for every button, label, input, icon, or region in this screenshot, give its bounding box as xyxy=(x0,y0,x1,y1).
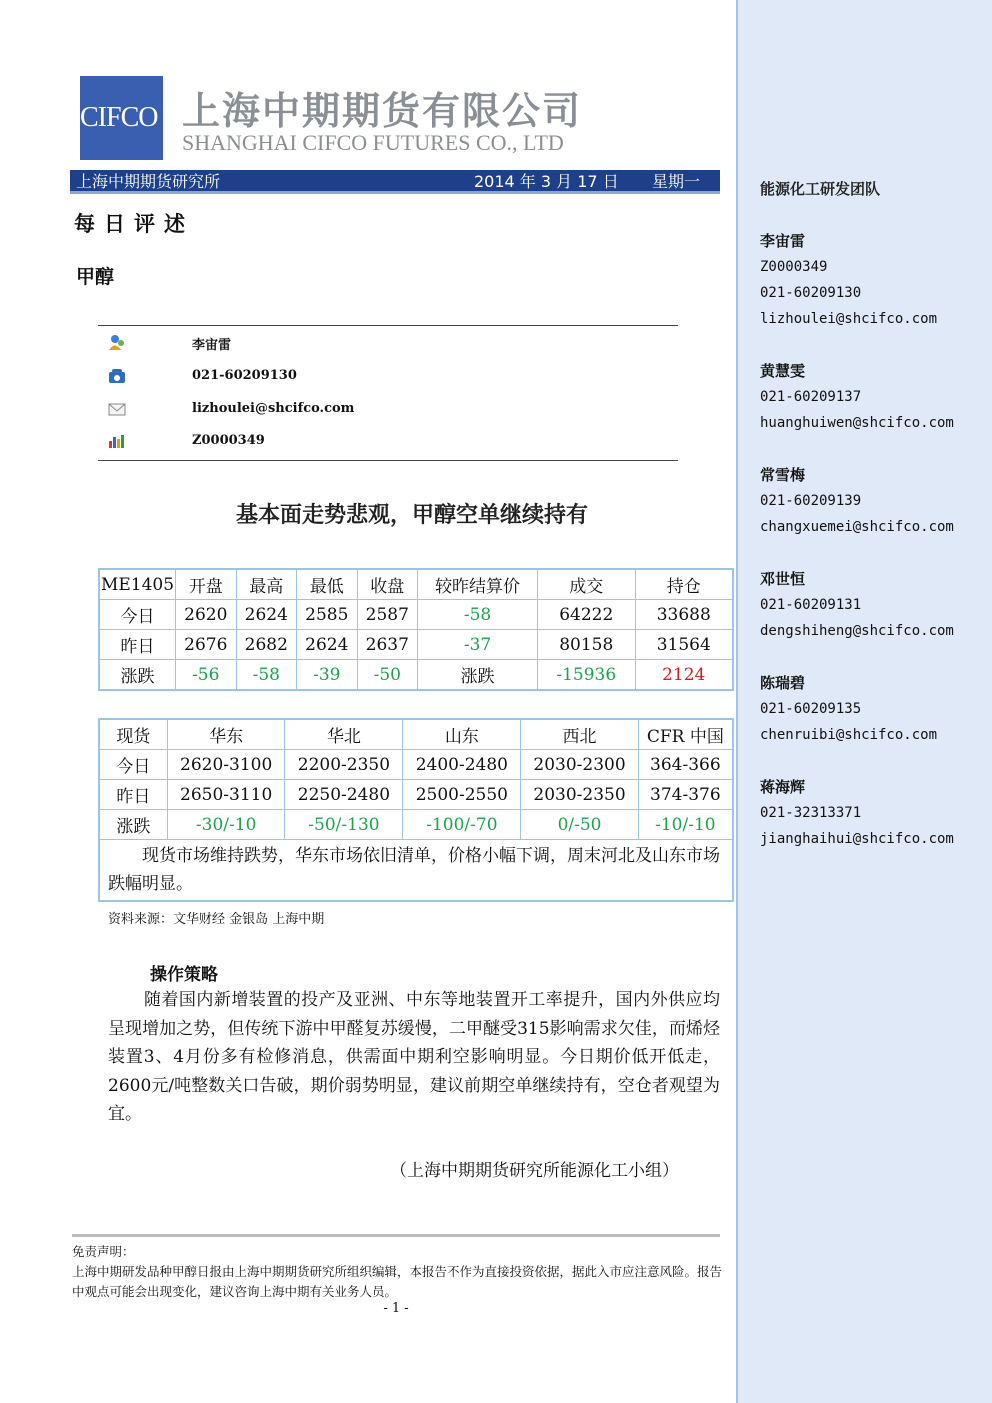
member-id: Z0000349 xyxy=(760,259,828,275)
table-cell: 33688 xyxy=(635,600,733,630)
member-name: 蒋海辉 xyxy=(760,778,806,796)
member-email[interactable]: huanghuiwen@shcifco.com xyxy=(760,415,954,431)
author-email[interactable]: lizhoulei@shcifco.com xyxy=(192,401,355,416)
contact-sidebar xyxy=(736,0,992,1403)
row-label: 昨日 xyxy=(99,630,176,660)
table-cell: 2682 xyxy=(236,630,297,660)
table-cell: 2030-2300 xyxy=(521,750,638,780)
author-phone: 021-60209130 xyxy=(192,368,297,383)
table-row xyxy=(99,600,733,630)
header-cell: 成交 xyxy=(538,569,635,600)
strategy-text: 随着国内新增装置的投产及亚洲、中东等地装置开工率提升，国内外供应均呈现增加之势，但传统下游中甲醛复苏缓慢，二甲醚受315影响需求欠佳，而烯烃装置3、4月份多有检修消息，供需面中期利空影响明显。今日期价低开低走，2600元/吨整数关口告破，期价弱势明显，建议前期空单继续持有，空仓者观望为宜。 xyxy=(108,990,720,1124)
member-card xyxy=(760,670,937,748)
table-cell: 374-376 xyxy=(638,780,733,810)
member-name: 李宙雷 xyxy=(760,232,806,250)
disclaimer-text: 上海中期研发品种甲醇日报由上海中期期货研究所组织编辑，本报告不作为直接投资依据，据此入市应注意风险。报告中观点可能会出现变化，建议咨询上海中期有关业务人员。 xyxy=(72,1264,723,1299)
institute-bar xyxy=(70,170,720,194)
table-cell: -100/-70 xyxy=(403,810,521,840)
member-email[interactable]: chenruibi@shcifco.com xyxy=(760,727,938,743)
spot-comment: 现货市场维持跌势，华东市场依旧清单，价格小幅下调，周末河北及山东市场跌幅明显。 xyxy=(99,840,733,902)
member-phone: 021-60209137 xyxy=(760,389,862,405)
header-cell: ME1405 xyxy=(99,569,176,600)
header-cell: 西北 xyxy=(521,719,638,750)
strategy-title: 操作策略 xyxy=(150,965,218,985)
table-cell: 80158 xyxy=(538,630,635,660)
author-block xyxy=(98,325,678,461)
header-cell: 最低 xyxy=(297,569,358,600)
table-cell: -37 xyxy=(418,630,538,660)
headline: 基本面走势悲观，甲醇空单继续持有 xyxy=(235,503,588,528)
row-label: 昨日 xyxy=(99,780,167,810)
table-row xyxy=(99,810,733,840)
chart-icon xyxy=(108,433,126,449)
member-phone: 021-32313371 xyxy=(760,805,862,821)
table-comment-row xyxy=(99,840,733,902)
data-source: 资料来源：文华财经 金银岛 上海中期 xyxy=(108,912,325,927)
table-cell: 2650-3110 xyxy=(167,780,285,810)
table-row xyxy=(99,750,733,780)
member-name: 常雪梅 xyxy=(760,466,806,484)
table-cell: 364-366 xyxy=(638,750,733,780)
table-row xyxy=(99,660,733,691)
table-cell: 2620 xyxy=(176,600,237,630)
section-title: 每日评述 xyxy=(74,212,194,236)
member-email[interactable]: changxuemei@shcifco.com xyxy=(760,519,954,535)
table-cell: 涨跌 xyxy=(418,660,538,691)
table-header-row xyxy=(99,569,733,600)
row-label: 涨跌 xyxy=(99,810,167,840)
table-cell: -50/-130 xyxy=(285,810,403,840)
table-cell: 2624 xyxy=(236,600,297,630)
table-cell: 64222 xyxy=(538,600,635,630)
member-phone: 021-60209135 xyxy=(760,701,862,717)
member-card xyxy=(760,566,954,644)
table-cell: -30/-10 xyxy=(167,810,285,840)
header-cell: 开盘 xyxy=(176,569,237,600)
table-cell: -56 xyxy=(176,660,237,691)
row-label: 涨跌 xyxy=(99,660,176,691)
member-card xyxy=(760,228,937,332)
institute-name: 上海中期期货研究所 xyxy=(76,172,221,191)
row-label: 今日 xyxy=(99,750,167,780)
member-name: 陈瑞碧 xyxy=(760,674,806,692)
table-cell: 2620-3100 xyxy=(167,750,285,780)
company-name-en: SHANGHAI CIFCO FUTURES CO., LTD xyxy=(182,130,564,155)
member-phone: 021-60209130 xyxy=(760,285,862,301)
table-cell: 2585 xyxy=(297,600,358,630)
table-cell: 2200-2350 xyxy=(285,750,403,780)
product-name: 甲醇 xyxy=(76,266,115,288)
author-name: 李宙雷 xyxy=(192,338,232,353)
header-cell: 华北 xyxy=(285,719,403,750)
company-logo: CIFCO xyxy=(80,76,163,160)
header-cell: 最高 xyxy=(236,569,297,600)
table-cell: 2250-2480 xyxy=(285,780,403,810)
header-cell: 华东 xyxy=(167,719,285,750)
table-cell: -50 xyxy=(357,660,418,691)
member-email[interactable]: jianghaihui@shcifco.com xyxy=(760,831,954,847)
table-cell: 2676 xyxy=(176,630,237,660)
table-cell: 0/-50 xyxy=(521,810,638,840)
member-email[interactable]: dengshiheng@shcifco.com xyxy=(760,623,954,639)
table-cell: -58 xyxy=(236,660,297,691)
mail-icon xyxy=(108,401,126,417)
header-cell: CFR 中国 xyxy=(638,719,733,750)
member-phone: 021-60209131 xyxy=(760,597,862,613)
header-cell: 现货 xyxy=(99,719,167,750)
futures-table xyxy=(98,568,734,691)
member-name: 邓世恒 xyxy=(760,570,806,588)
header-cell: 收盘 xyxy=(357,569,418,600)
report-weekday: 星期一 xyxy=(652,172,701,191)
header-cell: 持仓 xyxy=(635,569,733,600)
table-cell: -58 xyxy=(418,600,538,630)
company-name-cn: 上海中期期货有限公司 xyxy=(182,89,583,133)
table-header-row xyxy=(99,719,733,750)
header-cell: 山东 xyxy=(403,719,521,750)
table-cell: 2624 xyxy=(297,630,358,660)
person-icon xyxy=(108,334,126,350)
footer-divider xyxy=(72,1234,720,1237)
member-name: 黄慧雯 xyxy=(760,362,806,380)
page-number: - 1 - xyxy=(383,1301,409,1316)
table-cell: 2030-2350 xyxy=(521,780,638,810)
row-label: 今日 xyxy=(99,600,176,630)
table-cell: -15936 xyxy=(538,660,635,691)
member-phone: 021-60209139 xyxy=(760,493,862,509)
member-card xyxy=(760,358,954,436)
member-email[interactable]: lizhoulei@shcifco.com xyxy=(760,311,938,327)
spot-table xyxy=(98,718,734,902)
table-cell: 2637 xyxy=(357,630,418,660)
table-cell: 2124 xyxy=(635,660,733,691)
phone-icon xyxy=(108,368,126,384)
header-cell: 较昨结算价 xyxy=(418,569,538,600)
author-license: Z0000349 xyxy=(192,433,265,448)
strategy-signature: （上海中期期货研究所能源化工小组） xyxy=(390,1161,679,1181)
table-cell: 2587 xyxy=(357,600,418,630)
table-cell: 31564 xyxy=(635,630,733,660)
member-card xyxy=(760,774,954,852)
report-date: 2014 年 3 月 17 日 xyxy=(474,172,619,191)
disclaimer-title: 免责声明： xyxy=(72,1244,135,1259)
disclaimer xyxy=(72,1242,722,1302)
table-row xyxy=(99,780,733,810)
table-cell: -39 xyxy=(297,660,358,691)
table-cell: -10/-10 xyxy=(638,810,733,840)
table-row xyxy=(99,630,733,660)
team-title: 能源化工研发团队 xyxy=(760,180,881,198)
table-cell: 2500-2550 xyxy=(403,780,521,810)
table-cell: 2400-2480 xyxy=(403,750,521,780)
